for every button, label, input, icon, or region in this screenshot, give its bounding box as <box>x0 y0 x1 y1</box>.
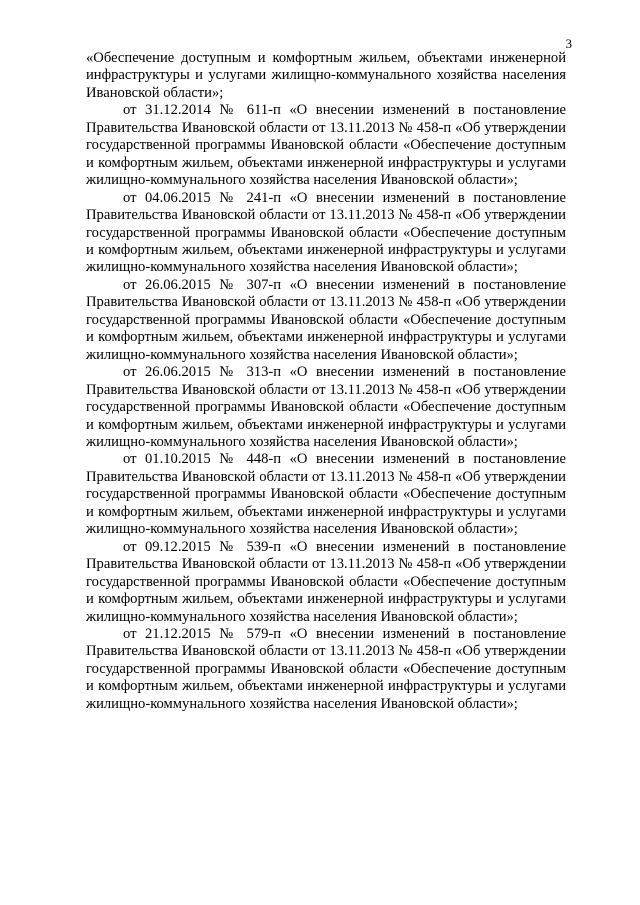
amendment-paragraph: от 31.12.2014 № 611-п «О внесении изменений в постановление Правительства Ивановской области от 13.11.2013 № 458-п «Об утверждении государственной программы Ивановской области «Обеспечение доступным и комфортным жильем, объектами инженерной инфраструктуры и услугами жилищно-коммунального хозяйства населения Ивановской области»; <box>86 102 566 189</box>
paragraph-continuation: «Обеспечение доступным и комфортным жильем, объектами инженерной инфраструктуры и услугами жилищно-коммунального хозяйства населения Ивановской области»; <box>86 50 566 101</box>
document-body <box>86 50 566 713</box>
amendment-paragraph: от 21.12.2015 № 579-п «О внесении изменений в постановление Правительства Ивановской области от 13.11.2013 № 458-п «Об утверждении государственной программы Ивановской области «Обеспечение доступным и комфортным жильем, объектами инженерной инфраструктуры и услугами жилищно-коммунального хозяйства населения Ивановской области»; <box>86 625 566 712</box>
amendment-paragraph: от 26.06.2015 № 313-п «О внесении изменений в постановление Правительства Ивановской области от 13.11.2013 № 458-п «Об утверждении государственной программы Ивановской области «Обеспечение доступным и комфортным жильем, объектами инженерной инфраструктуры и услугами жилищно-коммунального хозяйства населения Ивановской области»; <box>86 364 566 450</box>
amendment-paragraph: от 26.06.2015 № 307-п «О внесении изменений в постановление Правительства Ивановской области от 13.11.2013 № 458-п «Об утверждении государственной программы Ивановской области «Обеспечение доступным и комфортным жильем, объектами инженерной инфраструктуры и услугами жилищно-коммунального хозяйства населения Ивановской области»; <box>86 276 566 363</box>
amendment-paragraph: от 01.10.2015 № 448-п «О внесении изменений в постановление Правительства Ивановской области от 13.11.2013 № 458-п «Об утверждении государственной программы Ивановской области «Обеспечение доступным и комфортным жильем, объектами инженерной инфраструктуры и услугами жилищно-коммунального хозяйства населения Ивановской области»; <box>86 451 566 538</box>
page-number: 3 <box>565 36 572 51</box>
amendment-paragraph: от 09.12.2015 № 539-п «О внесении изменений в постановление Правительства Ивановской области от 13.11.2013 № 458-п «Об утверждении государственной программы Ивановской области «Обеспечение доступным и комфортным жильем, объектами инженерной инфраструктуры и услугами жилищно-коммунального хозяйства населения Ивановской области»; <box>86 538 566 625</box>
amendment-paragraph: от 04.06.2015 № 241-п «О внесении изменений в постановление Правительства Ивановской области от 13.11.2013 № 458-п «Об утверждении государственной программы Ивановской области «Обеспечение доступным и комфортным жильем, объектами инженерной инфраструктуры и услугами жилищно-коммунального хозяйства населения Ивановской области»; <box>86 189 566 276</box>
